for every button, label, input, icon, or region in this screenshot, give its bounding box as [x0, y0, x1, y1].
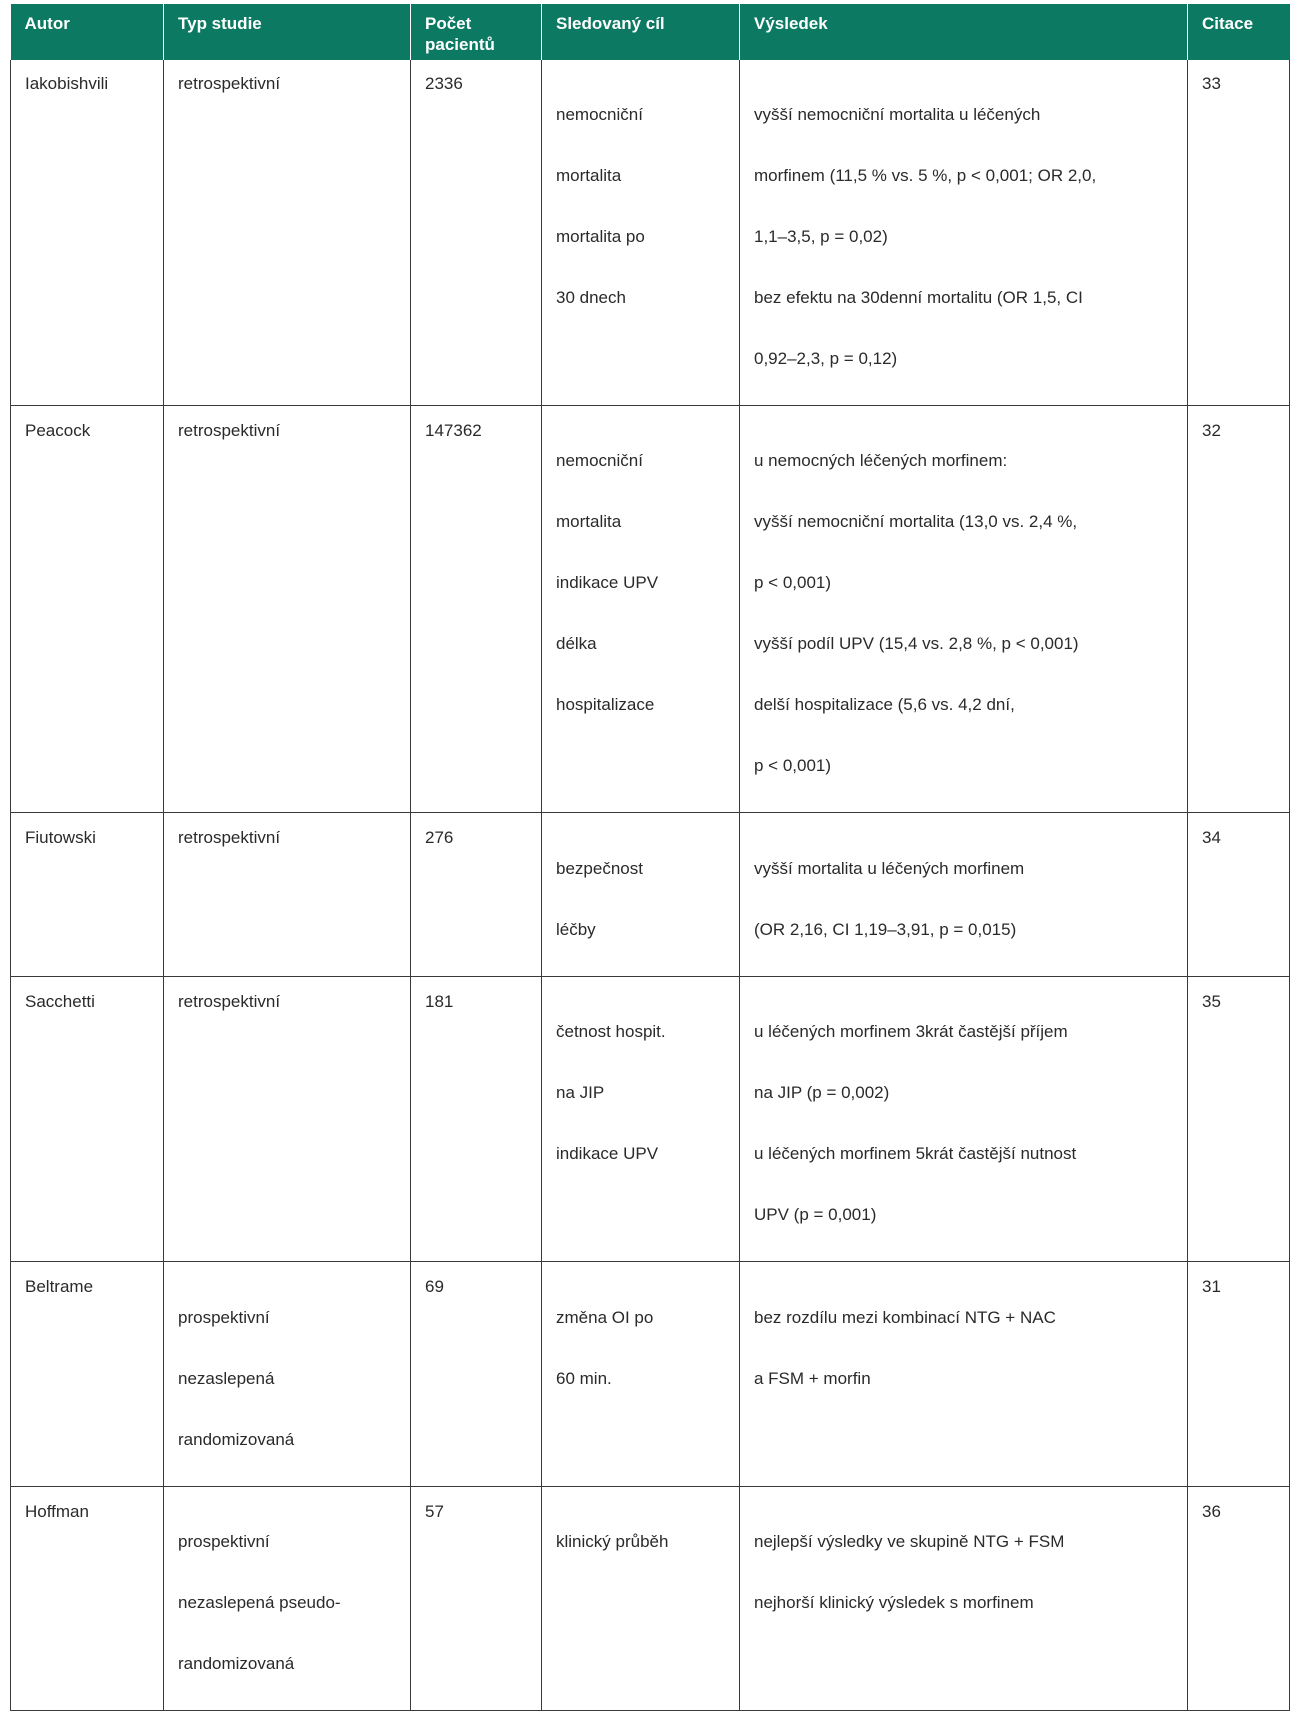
table-row	[11, 1486, 1290, 1711]
vysledek-line: vyšší nemocniční mortalita u léčených	[754, 104, 1041, 124]
cell-autor: Sacchetti	[11, 976, 164, 1262]
cell-vysledek	[740, 813, 1188, 977]
table-body	[11, 60, 1290, 1711]
typ-line: nezaslepená	[178, 1368, 275, 1388]
vysledek-line: p < 0,001)	[754, 756, 832, 775]
cell-sledovany-cil	[542, 405, 740, 813]
header-vysledek: Výsledek	[740, 4, 1188, 60]
typ-line: prospektivní	[178, 1307, 270, 1327]
vysledek-line: a FSM + morfin	[754, 1368, 871, 1388]
cell-citace: 36	[1188, 1486, 1290, 1711]
cell-sledovany-cil	[542, 976, 740, 1262]
table-row	[11, 60, 1290, 405]
header-row	[11, 4, 1290, 60]
vysledek-line: nejhorší klinický výsledek s morfinem	[754, 1593, 1034, 1612]
cell-typ-studie	[164, 1486, 411, 1711]
cil-line: nemocniční	[556, 104, 643, 124]
cell-vysledek	[740, 1486, 1188, 1711]
cell-autor: Fiutowski	[11, 813, 164, 977]
vysledek-line: nejlepší výsledky ve skupině NTG + FSM	[754, 1532, 1065, 1551]
vysledek-line: bez efektu na 30denní mortalitu (OR 1,5, CI	[754, 287, 1083, 307]
cell-sledovany-cil	[542, 1486, 740, 1711]
cell-typ-studie: retrospektivní	[164, 60, 411, 405]
typ-line: prospektivní	[178, 1532, 270, 1551]
typ-line: randomizovaná	[178, 1654, 295, 1673]
cell-autor: Peacock	[11, 405, 164, 813]
cell-typ-studie	[164, 1262, 411, 1487]
table-row	[11, 813, 1290, 977]
vysledek-line: (OR 2,16, CI 1,19–3,91, p = 0,015)	[754, 919, 1017, 939]
study-table-container	[10, 4, 1289, 1711]
cell-pocet: 2336	[411, 60, 542, 405]
cell-typ-studie: retrospektivní	[164, 813, 411, 977]
table-row	[11, 1262, 1290, 1487]
vysledek-line: u nemocných léčených morfinem:	[754, 451, 1008, 470]
vysledek-line: 0,92–2,3, p = 0,12)	[754, 348, 898, 368]
cell-citace: 34	[1188, 813, 1290, 977]
table-header	[11, 4, 1290, 60]
cell-pocet: 57	[411, 1486, 542, 1711]
cil-line: mortalita po	[556, 226, 645, 246]
vysledek-line: na JIP (p = 0,002)	[754, 1083, 890, 1102]
cell-typ-studie: retrospektivní	[164, 405, 411, 813]
header-autor: Autor	[11, 4, 164, 60]
vysledek-line: u léčených morfinem 5krát častější nutnost	[754, 1144, 1077, 1163]
vysledek-line: UPV (p = 0,001)	[754, 1205, 877, 1224]
cell-sledovany-cil	[542, 60, 740, 405]
cil-line: léčby	[556, 919, 596, 939]
typ-line: nezaslepená pseudo-	[178, 1593, 341, 1612]
header-pocet-pacientu	[411, 4, 542, 60]
vysledek-line: bez rozdílu mezi kombinací NTG + NAC	[754, 1307, 1056, 1327]
cell-pocet: 181	[411, 976, 542, 1262]
cil-line: délka	[556, 634, 597, 653]
cil-line: 30 dnech	[556, 287, 626, 307]
vysledek-line: 1,1–3,5, p = 0,02)	[754, 226, 888, 246]
cil-line: indikace UPV	[556, 1144, 659, 1163]
cil-line: nemocniční	[556, 451, 643, 470]
cell-vysledek	[740, 60, 1188, 405]
cell-sledovany-cil	[542, 813, 740, 977]
cell-autor: Iakobishvili	[11, 60, 164, 405]
table-row	[11, 976, 1290, 1262]
cell-citace: 33	[1188, 60, 1290, 405]
cell-vysledek	[740, 976, 1188, 1262]
cell-autor: Beltrame	[11, 1262, 164, 1487]
vysledek-line: vyšší podíl UPV (15,4 vs. 2,8 %, p < 0,001)	[754, 634, 1079, 653]
vysledek-line: delší hospitalizace (5,6 vs. 4,2 dní,	[754, 695, 1015, 714]
vysledek-line: p < 0,001)	[754, 573, 832, 592]
cil-line: změna OI po	[556, 1307, 654, 1327]
cell-pocet: 147362	[411, 405, 542, 813]
header-citace: Citace	[1188, 4, 1290, 60]
table-row	[11, 405, 1290, 813]
cell-citace: 32	[1188, 405, 1290, 813]
cell-typ-studie: retrospektivní	[164, 976, 411, 1262]
vysledek-line: vyšší nemocniční mortalita (13,0 vs. 2,4 %,	[754, 512, 1078, 531]
vysledek-line: vyšší mortalita u léčených morfinem	[754, 858, 1025, 878]
cell-citace: 35	[1188, 976, 1290, 1262]
vysledek-line: morfinem (11,5 % vs. 5 %, p < 0,001; OR 2,0,	[754, 165, 1097, 185]
typ-line: randomizovaná	[178, 1429, 295, 1449]
cil-line: indikace UPV	[556, 573, 659, 592]
cell-autor: Hoffman	[11, 1486, 164, 1711]
cil-line: bezpečnost	[556, 858, 643, 878]
cil-line: mortalita	[556, 165, 622, 185]
header-sledovany-cil: Sledovaný cíl	[542, 4, 740, 60]
cil-line: hospitalizace	[556, 695, 655, 714]
cell-vysledek	[740, 1262, 1188, 1487]
cell-pocet: 69	[411, 1262, 542, 1487]
cil-line: na JIP	[556, 1083, 605, 1102]
cil-line: mortalita	[556, 512, 622, 531]
cell-pocet: 276	[411, 813, 542, 977]
cil-line: klinický průběh	[556, 1532, 669, 1551]
cell-sledovany-cil	[542, 1262, 740, 1487]
cell-citace: 31	[1188, 1262, 1290, 1487]
header-pocet-label: Počet pacientů	[425, 14, 495, 54]
cell-vysledek	[740, 405, 1188, 813]
cil-line: četnost hospit.	[556, 1022, 666, 1041]
cil-line: 60 min.	[556, 1368, 612, 1388]
vysledek-line: u léčených morfinem 3krát častější příjem	[754, 1022, 1068, 1041]
study-table	[10, 4, 1290, 1711]
header-typ-studie: Typ studie	[164, 4, 411, 60]
